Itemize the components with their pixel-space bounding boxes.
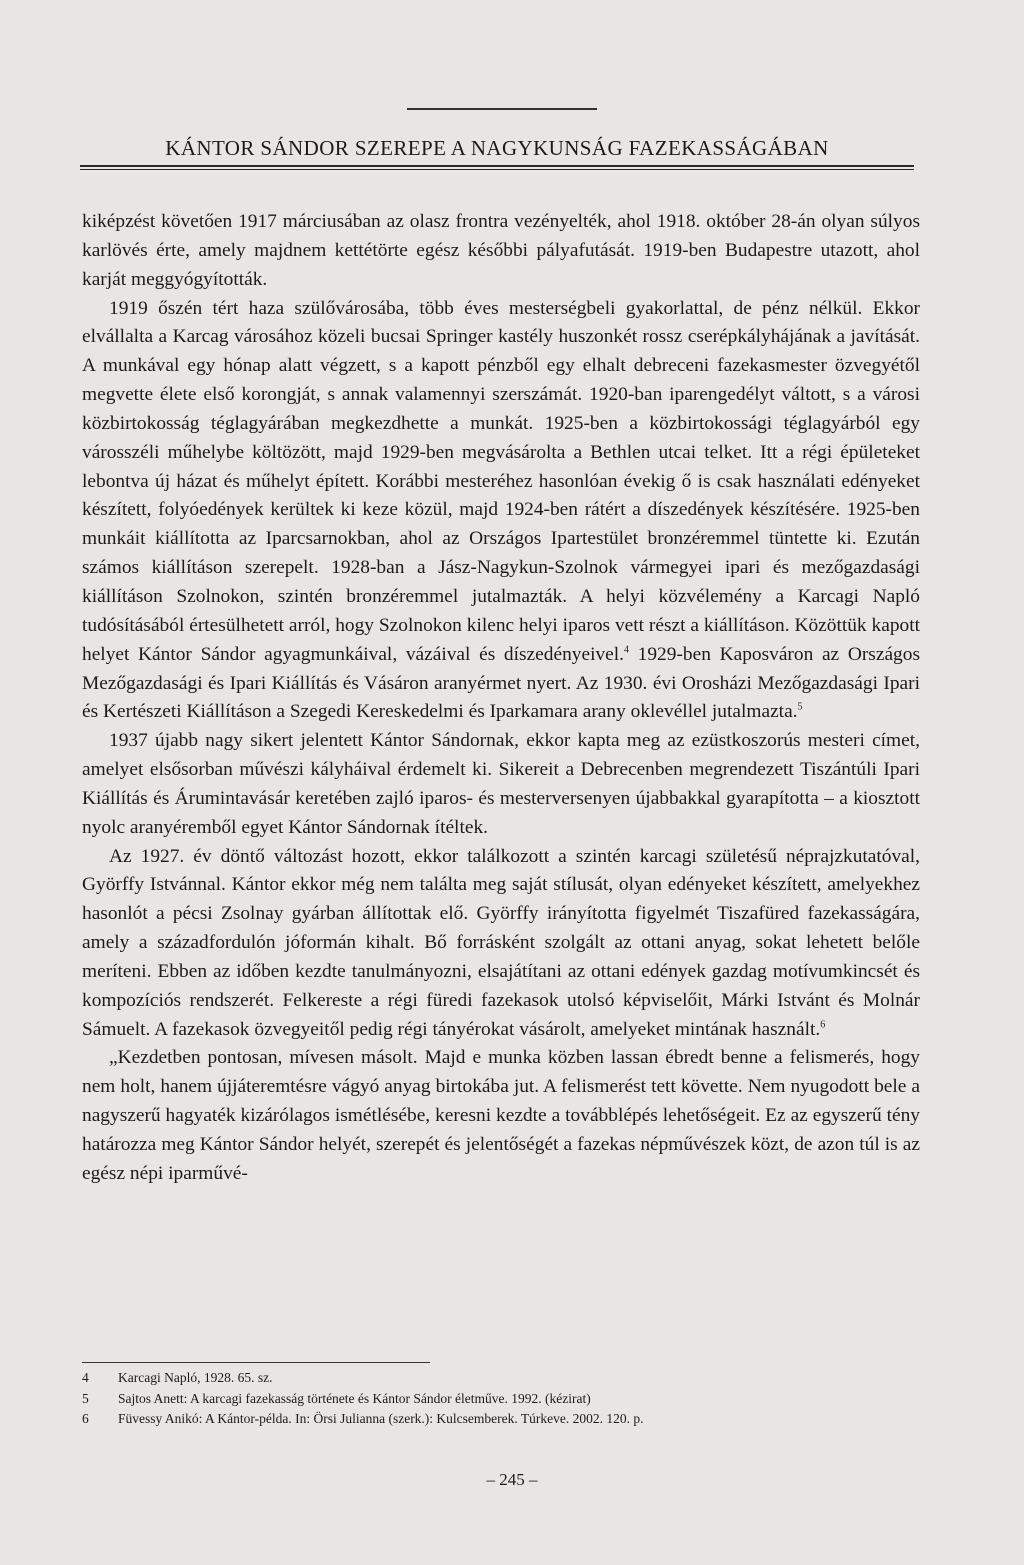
paragraph-2-part-b: 1929-ben Kaposváron az Országos Mezőgazdasági és Ipari Kiállítás és Vásáron aranyérmet nyert. Az 1930. évi Orosházi Mezőgazdasági Ipari és Kertészeti Kiállításon a Szegedi Kereskedelmi és Iparkamara arany oklevéllel jutalmazta. [82,643,920,723]
footnote-number: 4 [82,1370,89,1385]
header-top-rule [407,108,597,110]
running-header: KÁNTOR SÁNDOR SZEREPE A NAGYKUNSÁG FAZEKASSÁGÁBAN [165,136,829,160]
paragraph-5: „Kezdetben pontosan, mívesen másolt. Majd e munka közben lassan ébredt benne a felismerés, hogy nem holt, hanem újjáteremtésre vágyó anyag birtokába jut. A felismerést tett követte. Nem nyugodott bele a nagyszerű hagyaték kizárólagos ismétlésébe, keresni kezdte a továbblépés lehetőségeit. Ez az egyszerű tény határozza meg Kántor Sándor helyét, szerepét és jelentőségét a fazekas népművészek közt, de azon túl is az egész népi iparművé- [82,1047,920,1184]
footnote-ref-6: 6 [820,1019,826,1031]
footnote-text: Karcagi Napló, 1928. 65. sz. [118,1370,273,1385]
paragraph-2 [82,295,920,728]
footnote-number: 5 [82,1390,89,1406]
footnote-6 [82,1409,920,1430]
footnotes [82,1368,920,1430]
footnote-rule [82,1362,430,1363]
paragraph-2-part-a: 1919 őszén tért haza szülővárosába, több éves mesterségbeli gyakorlattal, de pénz nélkül. Ekkor elvállalta a Karcag városához közeli bucsai Springer kastély huszonkét rossz cserépkályhájának a javítását. A munkával egy hónap alatt végzett, s a kapott pénzből egy elhalt debreceni fazekasmester özvegyétől megvette élete első korongját, s annak valamennyi szerszámát. 1920-ban iparengedélyt váltott, s a városi közbirtokosság téglagyárában megkezdhette a munkát. 1925-ben a közbirtokossági téglagyárból egy városszéli műhelybe költözött, majd 1929-ben megvásárolta a Bethlen utcai telket. Itt a régi épületeket lebontva új házat és műhelyt épített. Korábbi mesteréhez hasonlóan évekig ő is csak használati edényeket készített, folyóedények kerültek ki keze közül, majd 1924-ben rátért a díszedények készítésére. 1925-ben munkáit kiállította az Iparcsarnokban, ahol az Országos Ipartestület bronzéremmel tüntette ki. Ezután számos kiállításon szerepelt. 1928-ban a Jász-Nagykun-Szolnok vármegyei ipari és mezőgazdasági kiállításon Szolnokon, szintén bronzéremmel jutalmazták. A helyi közvélemény a Karcagi Napló tudósításából értesülhetett arról, hogy Szolnokon kilenc helyi iparos vett részt a kiállításon. Közöttük kapott helyet Kántor Sándor agyagmunkáival, vázáival és díszedényeivel. [82,297,920,665]
footnote-number: 6 [82,1411,89,1426]
footnote-ref-4: 4 [624,644,629,656]
header-rule-thin [80,169,914,170]
footnote-text: Sajtos Anett: A karcagi fazekasság története és Kántor Sándor életműve. 1992. (kézirat) [118,1390,591,1406]
page-number: – 245 – [486,1470,538,1489]
footnote-5 [82,1389,920,1410]
paragraph-3: 1937 újabb nagy sikert jelentett Kántor Sándornak, ekkor kapta meg az ezüstkoszorús mesteri címet, amelyet elsősorban művészi kályháival érdemelt ki. Sikereit a Debrecenben megrendezett Tiszántúli Ipari Kiállítás és Árumintavásár keretében zajló iparos- és mesterversenyen újabbakkal gyarapította – a kiosztott nyolc aranyéremből egyet Kántor Sándornak ítéltek. [82,730,920,838]
body-text [82,208,920,1189]
footnote-ref-5: 5 [797,701,803,713]
header-rule-thick [80,165,914,167]
paragraph-4 [82,843,920,1045]
footnote-text: Füvessy Anikó: A Kántor-példa. In: Örsi Julianna (szerk.): Kulcsemberek. Túrkeve. 2002. 120. p. [118,1411,644,1426]
footnote-4 [82,1368,920,1389]
paragraph-4-text: Az 1927. év döntő változást hozott, ekkor találkozott a szintén karcagi születésű néprajzkutatóval, Györffy Istvánnal. Kántor ekkor még nem találta meg saját stílusát, olyan edényeket készített, amelyekhez hasonlót a pécsi Zsolnay gyárban állítottak elő. Györffy irányította figyelmét Tiszafüred fazekasságára, amely a századfordulón jóformán kihalt. Bő forrásként szolgált az ottani anyag, sokat lehetett belőle meríteni. Ebben az időben kezdte tanulmányozni, elsajátítani az ottani edények gazdag motívumkincsét és kompozíciós rendszerét. Felkereste a régi füredi fazekasok utolsó képviselőit, Márki Istvánt és Molnár Sámuelt. A fazekasok özvegyeitől pedig régi tányérokat vásárolt, amelyeket mintának használt. [82,845,920,1040]
paragraph-1: kiképzést követően 1917 márciusában az olasz frontra vezényelték, ahol 1918. október 28-án olyan súlyos karlövés érte, amely majdnem kettétörte egész későbbi pályafutását. 1919-ben Budapestre utazott, ahol karját meggyógyították. [82,211,920,290]
